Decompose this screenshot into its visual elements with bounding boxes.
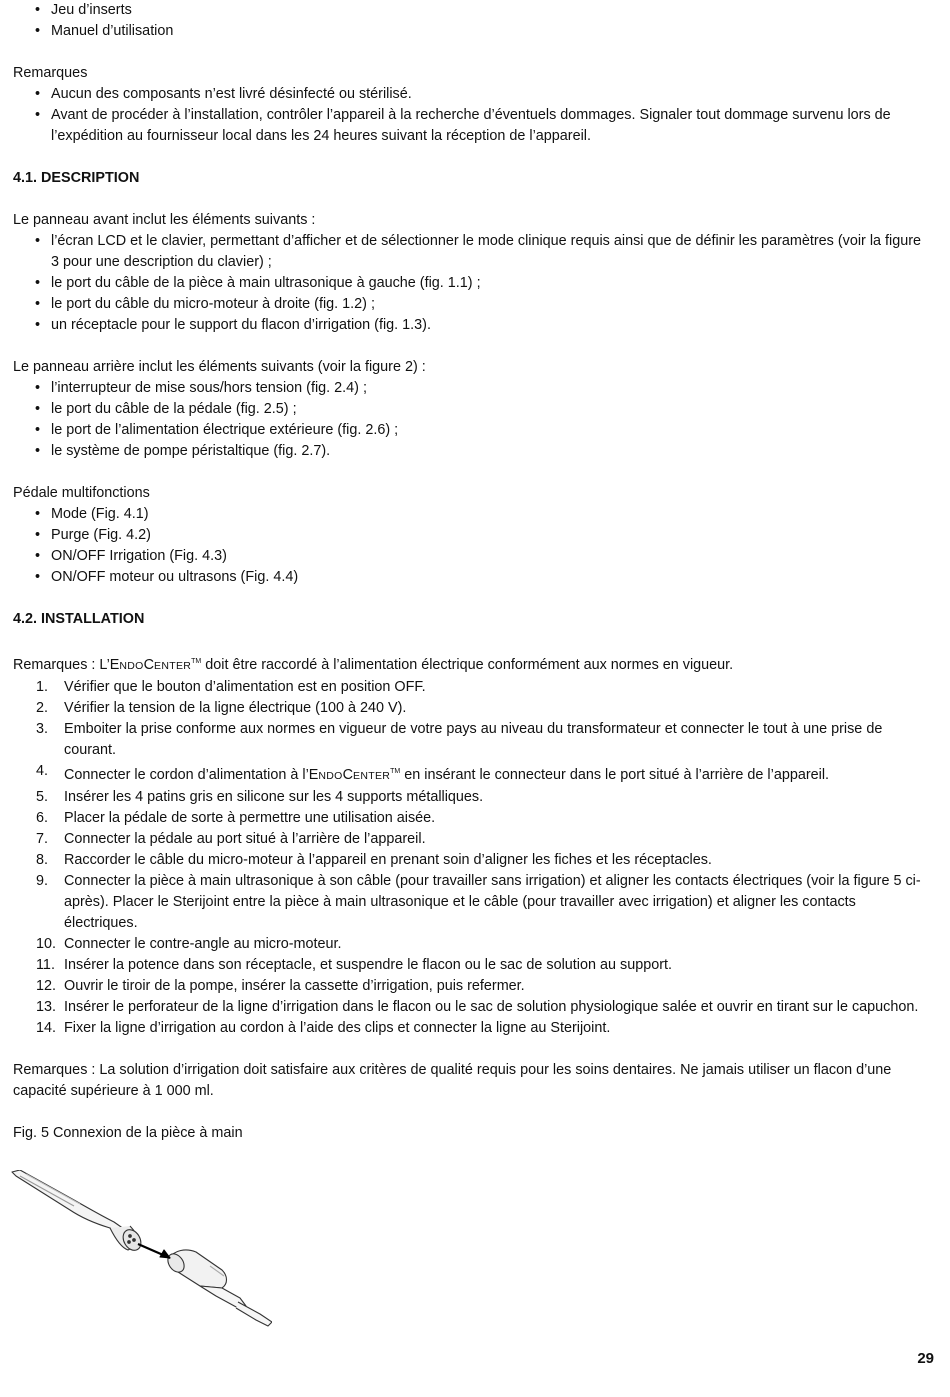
list-item: • l’interrupteur de mise sous/hors tension (fig. 2.4) ; <box>13 378 931 399</box>
section-heading-description: 4.1. DESCRIPTION <box>13 170 140 186</box>
front-panel-list <box>13 231 931 336</box>
list-item: 11. Insérer la potence dans son réceptacle, et suspendre le flacon ou le sac de solution au support. <box>36 956 672 973</box>
list-item: • Purge (Fig. 4.2) <box>13 525 931 546</box>
installation-remark <box>13 651 931 677</box>
list-item: 7. Connecter la pédale au port situé à l’arrière de l’appareil. <box>36 830 426 847</box>
list-item: • Manuel d’utilisation <box>13 21 931 42</box>
list-item: • ON/OFF moteur ou ultrasons (Fig. 4.4) <box>13 567 931 588</box>
package-contents-list <box>13 0 931 42</box>
list-item: 14. Fixer la ligne d’irrigation au cordon à l’aide des clips et connecter la ligne au Sterijoint. <box>36 1019 611 1036</box>
list-item: • le système de pompe péristaltique (fig. 2.7). <box>13 441 931 462</box>
list-item: 12. Ouvrir le tiroir de la pompe, insérer la cassette d’irrigation, puis refermer. <box>36 977 525 994</box>
list-item: 8. Raccorder le câble du micro-moteur à l’appareil en prenant soin d’aligner les fiches et les réceptacles. <box>36 851 712 868</box>
figure-caption: Fig. 5 Connexion de la pièce à main <box>13 1124 243 1141</box>
list-item: • Avant de procéder à l’installation, contrôler l’appareil à la recherche d’éventuels dommages. Signaler tout dommage survenu lors de l’expédition au fournisseur local dans les 24 heures suivant la réception de l’appareil. <box>13 105 931 147</box>
list-item: • l’écran LCD et le clavier, permettant d’afficher et de sélectionner le mode clinique requis ainsi que de définir les paramètres (voir la figure 3 pour une description du clavier) ; <box>13 231 931 273</box>
page-content <box>13 0 931 1144</box>
brand-name: ENDOCENTER™ <box>109 656 202 673</box>
remark-text-start: Remarques : L’ <box>13 656 110 673</box>
pedal-intro: Pédale multifonctions <box>13 485 150 501</box>
list-item: 4. Connecter le cordon d’alimentation à l’ENDOCENTER™ en insérant le connecteur dans le port situé à l’arrière de l’appareil. <box>36 762 830 783</box>
brand-name: ENDOCENTER™ <box>308 766 401 783</box>
installation-steps <box>13 677 931 1039</box>
list-item: • le port du câble de la pédale (fig. 2.5) ; <box>13 399 931 420</box>
front-panel-intro: Le panneau avant inclut les éléments suivants : <box>13 212 316 228</box>
list-item: • le port du câble de la pièce à main ultrasonique à gauche (fig. 1.1) ; <box>13 273 931 294</box>
list-item: • Mode (Fig. 4.1) <box>13 504 931 525</box>
list-item: • un réceptacle pour le support du flacon d’irrigation (fig. 1.3). <box>13 315 931 336</box>
irrigation-remark: Remarques : La solution d’irrigation doit satisfaire aux critères de qualité requis pour les soins dentaires. Ne jamais utiliser un flacon d’une capacité supérieure à 1 000 ml. <box>13 1061 892 1099</box>
rear-panel-intro: Le panneau arrière inclut les éléments suivants (voir la figure 2) : <box>13 359 426 375</box>
list-item: • Jeu d’inserts <box>13 0 931 21</box>
list-item: • le port de l’alimentation électrique extérieure (fig. 2.6) ; <box>13 420 931 441</box>
pedal-functions-list <box>13 504 931 588</box>
list-item: 3. Emboiter la prise conforme aux normes en vigueur de votre pays au niveau du transformateur et connecter le tout à une prise de courant. <box>36 720 883 758</box>
list-item: 1. Vérifier que le bouton d’alimentation est en position OFF. <box>36 678 426 695</box>
list-item: • Aucun des composants n’est livré désinfecté ou stérilisé. <box>13 84 931 105</box>
list-item: • ON/OFF Irrigation (Fig. 4.3) <box>13 546 931 567</box>
remark-text-end: doit être raccordé à l’alimentation électrique conformément aux normes en vigueur. <box>201 656 734 673</box>
rear-panel-list <box>13 378 931 462</box>
list-item: 10. Connecter le contre-angle au micro-moteur. <box>36 935 342 952</box>
handpiece-connection-figure <box>10 1170 272 1330</box>
list-item: 9. Connecter la pièce à main ultrasonique à son câble (pour travailler sans irrigation) et aligner les contacts électriques (voir la figure 5 ci-après). Placer le Sterijoint entre la pièce à main ultrasonique et le câble (pour travailler avec irrigation) et aligner les contacts électriques. <box>36 872 921 931</box>
list-item: • le port du câble du micro-moteur à droite (fig. 1.2) ; <box>13 294 931 315</box>
list-item: 5. Insérer les 4 patins gris en silicone sur les 4 supports métalliques. <box>36 788 484 805</box>
remarks-list <box>13 84 931 147</box>
list-item: 2. Vérifier la tension de la ligne électrique (100 à 240 V). <box>36 699 407 716</box>
list-item: 6. Placer la pédale de sorte à permettre une utilisation aisée. <box>36 809 436 826</box>
remarks-label: Remarques <box>13 65 88 81</box>
list-item: 13. Insérer le perforateur de la ligne d’irrigation dans le flacon ou le sac de solution physiologique salée et ouvrir en tirant sur le capuchon. <box>36 998 919 1015</box>
section-heading-installation: 4.2. INSTALLATION <box>13 611 145 627</box>
page-number: 29 <box>917 1350 934 1367</box>
